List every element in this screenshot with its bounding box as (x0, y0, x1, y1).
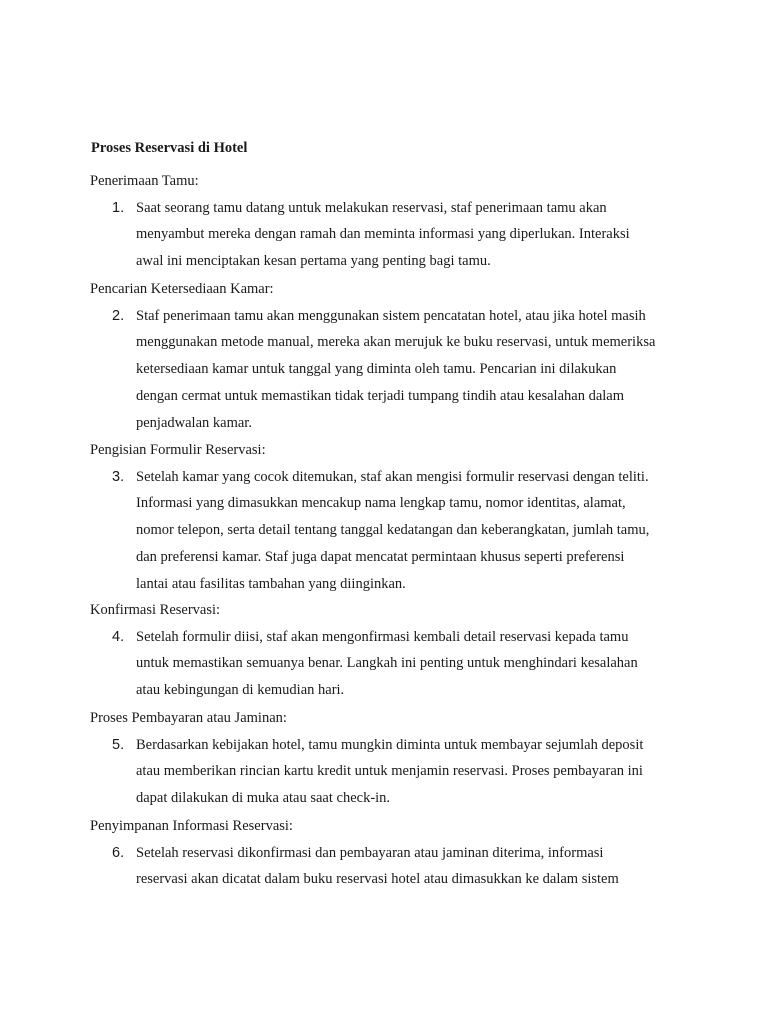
list-item-number: 6. (112, 844, 125, 861)
section-heading: Pencarian Ketersediaan Kamar: (90, 281, 274, 297)
list-item-text-line: atau kebingungan di kemudian hari. (136, 682, 345, 699)
list-item-text-line: Berdasarkan kebijakan hotel, tamu mungkin diminta untuk membayar sejumlah deposit (136, 736, 644, 753)
list-item-text-line: Setelah kamar yang cocok ditemukan, staf akan mengisi formulir reservasi dengan teliti. (136, 468, 649, 485)
list-item-number: 4. (112, 628, 125, 645)
list-item-number: 1. (112, 199, 125, 216)
list-item-number: 5. (112, 736, 125, 753)
list-item-text-line: ketersediaan kamar untuk tanggal yang diminta oleh tamu. Pencarian ini dilakukan (136, 361, 617, 378)
list-item-text-line: nomor telepon, serta detail tentang tanggal kedatangan dan keberangkatan, jumlah tamu, (136, 522, 650, 539)
list-item-text-line: penjadwalan kamar. (136, 414, 252, 431)
list-item-text-line: Informasi yang dimasukkan mencakup nama lengkap tamu, nomor identitas, alamat, (136, 495, 626, 512)
list-item-text-line: untuk memastikan semuanya benar. Langkah ini penting untuk menghindari kesalahan (136, 655, 638, 672)
section-heading: Penyimpanan Informasi Reservasi: (90, 818, 293, 834)
list-item-text-line: menyambut mereka dengan ramah dan meminta informasi yang diperlukan. Interaksi (136, 226, 630, 243)
list-item-text-line: reservasi akan dicatat dalam buku reservasi hotel atau dimasukkan ke dalam sistem (136, 871, 619, 888)
list-item-text-line: Setelah formulir diisi, staf akan mengonfirmasi kembali detail reservasi kepada tamu (136, 628, 629, 645)
list-item-text-line: dengan cermat untuk memastikan tidak terjadi tumpang tindih atau kesalahan dalam (136, 387, 625, 404)
document-title: Proses Reservasi di Hotel (91, 140, 248, 156)
section-heading: Proses Pembayaran atau Jaminan: (90, 710, 287, 726)
list-item-text-line: dapat dilakukan di muka atau saat check-in. (136, 790, 391, 807)
list-item-text-line: Staf penerimaan tamu akan menggunakan sistem pencatatan hotel, atau jika hotel masih (136, 307, 646, 324)
section-heading: Penerimaan Tamu: (90, 173, 199, 189)
list-item-text-line: lantai atau fasilitas tambahan yang diinginkan. (136, 575, 406, 592)
list-item-text-line: Setelah reservasi dikonfirmasi dan pembayaran atau jaminan diterima, informasi (136, 844, 604, 861)
list-item-text-line: awal ini menciptakan kesan pertama yang penting bagi tamu. (136, 253, 491, 270)
list-item-number: 3. (112, 468, 125, 485)
list-item-text-line: atau memberikan rincian kartu kredit untuk menjamin reservasi. Proses pembayaran ini (136, 763, 643, 780)
list-item-text-line: Saat seorang tamu datang untuk melakukan reservasi, staf penerimaan tamu akan (136, 199, 607, 216)
list-item-number: 2. (112, 307, 125, 324)
section-heading: Pengisian Formulir Reservasi: (90, 442, 266, 458)
section-heading: Konfirmasi Reservasi: (90, 602, 221, 618)
list-item-text-line: dan preferensi kamar. Staf juga dapat mencatat permintaan khusus seperti preferensi (136, 548, 625, 565)
list-item-text-line: menggunakan metode manual, mereka akan merujuk ke buku reservasi, untuk memeriksa (136, 334, 656, 351)
